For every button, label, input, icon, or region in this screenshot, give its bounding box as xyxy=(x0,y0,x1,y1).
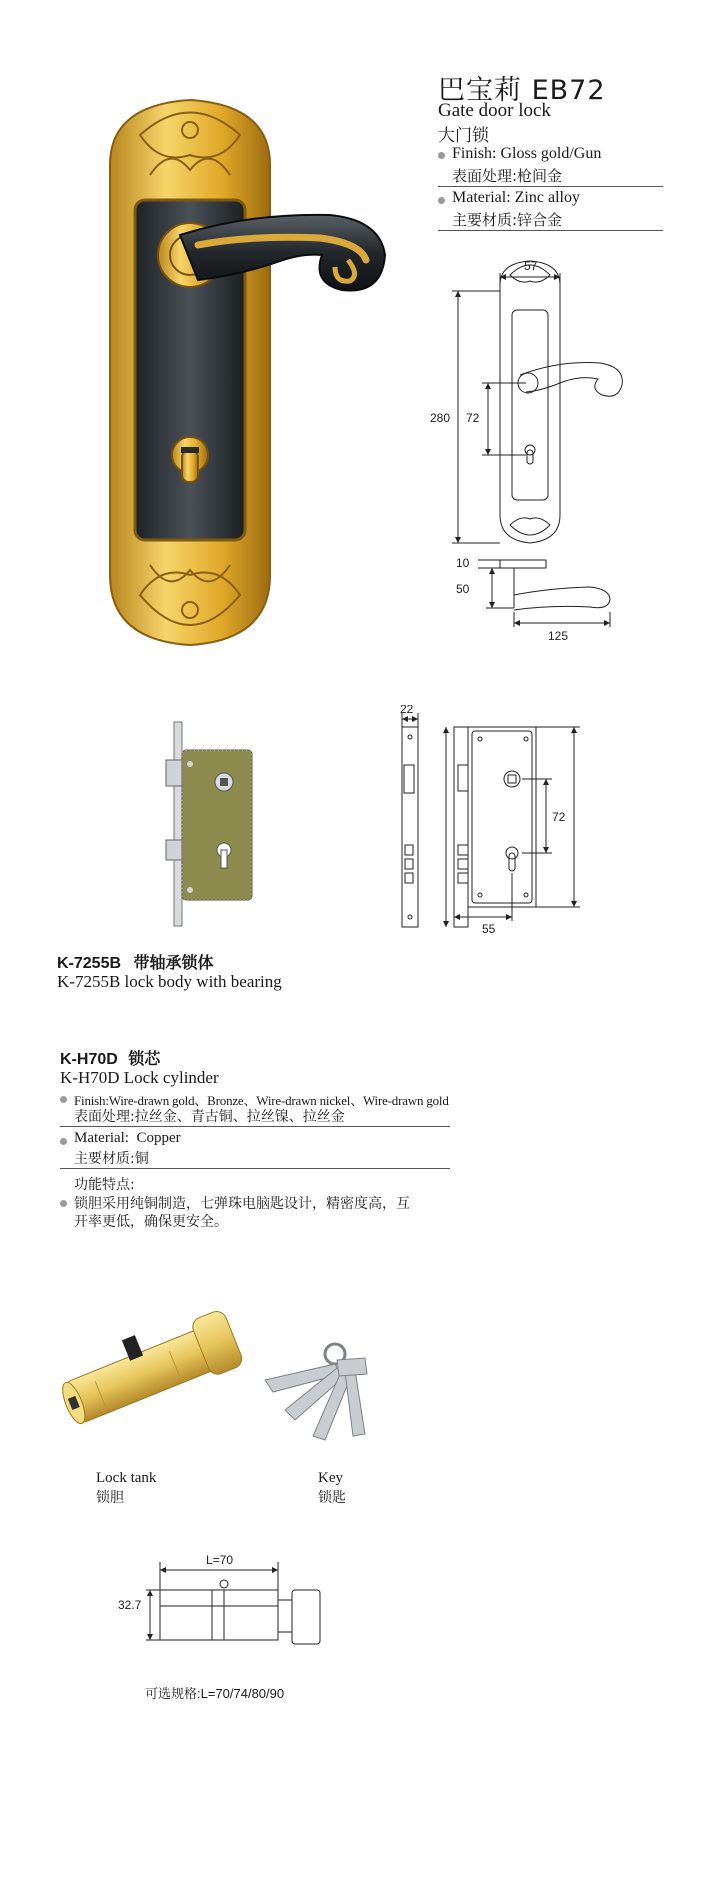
dim-backset: 55 xyxy=(482,922,496,935)
dim-thickness: 10 xyxy=(456,556,470,570)
kh70d-title-cn: 锁芯 xyxy=(128,1049,161,1068)
k7255b-title xyxy=(57,950,214,973)
divider xyxy=(438,186,663,187)
kh70d-features-text-2: 开率更低，确保更安全。 xyxy=(74,1214,228,1230)
eb72-title: 巴宝莉 EB72 xyxy=(438,75,606,106)
key-label-cn: 锁匙 xyxy=(318,1490,346,1506)
kh70d-features-text-1: 锁胆采用纯铜制造，七弹珠电脑匙设计，精密度高，互 xyxy=(74,1196,410,1212)
k7255b-product-image xyxy=(160,720,260,930)
eb72-material-en: Material: Zinc alloy xyxy=(452,189,580,206)
k7255b-title-cn: 带轴承锁体 xyxy=(133,953,214,972)
kh70d-material-cn: 主要材质:铜 xyxy=(74,1151,149,1167)
eb72-finish-cn: 表面处理:枪间金 xyxy=(452,167,563,185)
cylinder-options: 可选规格:L=70/74/80/90 xyxy=(145,1686,285,1701)
dim-width: 57 xyxy=(524,259,538,273)
eb72-subtitle-en: Gate door lock xyxy=(438,100,551,121)
eb72-material-cn: 主要材质:锌合金 xyxy=(452,211,563,229)
eb72-dimension-drawing xyxy=(430,255,650,655)
divider xyxy=(60,1126,450,1127)
dim-face: 22 xyxy=(400,705,414,716)
dim-center: 72 xyxy=(552,810,566,824)
bullet-icon xyxy=(60,1138,67,1145)
dim-height: 280 xyxy=(430,411,451,425)
k7255b-dimension-drawing xyxy=(380,705,590,935)
eb72-subtitle-cn: 大门锁 xyxy=(438,126,489,146)
kh70d-title xyxy=(60,1046,160,1069)
kh70d-finish-en: Finish:Wire-drawn gold、Bronze、Wire-drawn nickel、Wire-drawn gold xyxy=(74,1093,449,1108)
bullet-icon xyxy=(438,152,445,159)
k7255b-subtitle-en: K-7255B lock body with bearing xyxy=(57,972,282,991)
key-label-en: Key xyxy=(318,1470,343,1486)
bullet-icon xyxy=(60,1200,67,1207)
kh70d-finish-cn: 表面处理:拉丝金、青古铜、拉丝镍、拉丝金 xyxy=(74,1109,345,1125)
kh70d-title-code: K-H70D xyxy=(60,1051,118,1068)
dim-height: 32.7 xyxy=(118,1598,142,1612)
kh70d-features-label: 功能特点: xyxy=(74,1177,135,1193)
bullet-icon xyxy=(438,197,445,204)
kh70d-material-en: Material: Copper xyxy=(74,1130,181,1146)
lock-tank-image xyxy=(55,1300,245,1440)
dim-length: L=70 xyxy=(206,1553,234,1567)
bullet-icon xyxy=(60,1096,67,1103)
lock-tank-label-en: Lock tank xyxy=(96,1470,157,1486)
divider xyxy=(438,230,663,231)
cylinder-dimension-drawing xyxy=(140,1550,340,1660)
dim-handle-length: 125 xyxy=(548,629,569,643)
k7255b-title-code: K-7255B xyxy=(57,955,122,972)
key-image xyxy=(255,1340,405,1450)
lock-tank-label-cn: 锁胆 xyxy=(96,1490,124,1506)
dim-depth: 50 xyxy=(456,582,470,596)
divider xyxy=(60,1168,450,1169)
dim-center: 72 xyxy=(466,411,480,425)
eb72-product-image xyxy=(80,95,400,655)
eb72-finish-en: Finish: Gloss gold/Gun xyxy=(452,145,602,162)
kh70d-subtitle-en: K-H70D Lock cylinder xyxy=(60,1068,219,1087)
